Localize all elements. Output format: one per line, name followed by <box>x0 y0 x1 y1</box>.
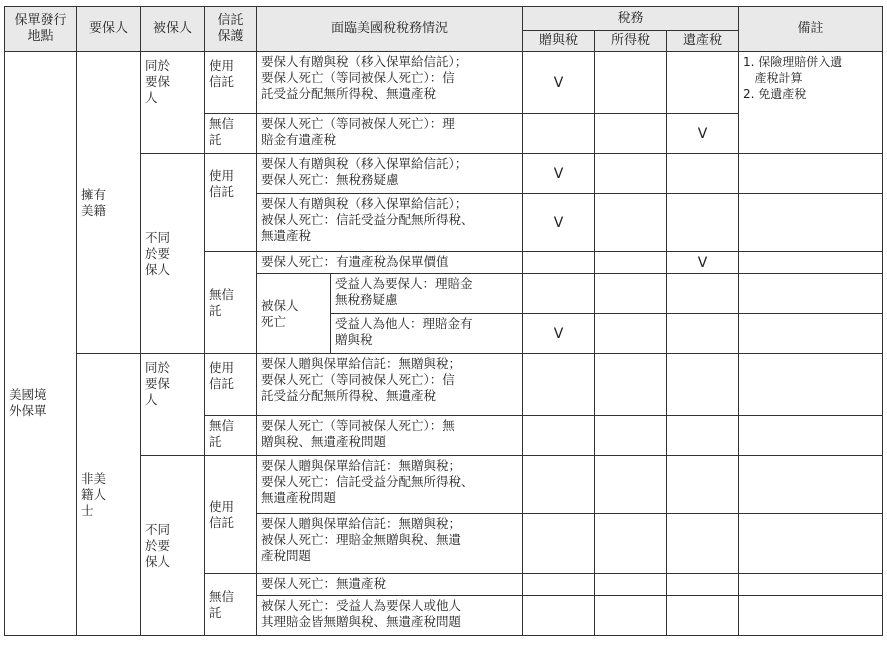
situation-r3: 要保人有贈與稅（移入保單給信託）； 要保人死亡：無稅務疑慮 <box>257 154 523 194</box>
tax-table <box>4 6 883 636</box>
gift-cell-r6a <box>523 274 595 314</box>
gift-mark-r3: V <box>523 154 595 194</box>
estate-cell-r9 <box>667 456 739 514</box>
header-policyholder: 要保人 <box>77 7 141 52</box>
trust-none-1: 無信 託 <box>205 114 257 154</box>
header-trust: 信託 保護 <box>205 7 257 52</box>
remarks-cell-r6a <box>739 274 883 314</box>
estate-cell-r6b <box>667 314 739 354</box>
situation-r11: 要保人死亡：無遺產稅 <box>257 574 523 596</box>
estate-cell-r8 <box>667 416 739 456</box>
gift-cell-r12 <box>523 596 595 636</box>
estate-cell-r11 <box>667 574 739 596</box>
remarks-cell-r7 <box>739 354 883 416</box>
gift-cell-r7 <box>523 354 595 416</box>
location-label: 美國境 外保單 <box>5 52 77 636</box>
income-cell-r9 <box>595 456 667 514</box>
trust-use-3: 使用 信託 <box>205 354 257 416</box>
estate-cell-r3 <box>667 154 739 194</box>
header-gift-tax: 贈與稅 <box>523 31 595 52</box>
remarks-cell-r6b <box>739 314 883 354</box>
gift-mark-r1: V <box>523 52 595 114</box>
estate-cell-r12 <box>667 596 739 636</box>
situation-r6b: 受益人為他人：理賠金有 贈與稅 <box>331 314 523 354</box>
situation-r5: 要保人死亡：有遺產稅為保單價值 <box>257 252 523 274</box>
estate-mark-r5: V <box>667 252 739 274</box>
remarks-cell-r5 <box>739 252 883 274</box>
income-cell-r5 <box>595 252 667 274</box>
trust-none-3: 無信 託 <box>205 416 257 456</box>
income-cell-r10 <box>595 514 667 574</box>
situation-r12: 被保人死亡：受益人為要保人或他人 其理賠金皆無贈與稅、無遺產稅問題 <box>257 596 523 636</box>
situation-r6a: 受益人為要保人：理賠金 無稅務疑慮 <box>331 274 523 314</box>
header-insured: 被保人 <box>141 7 205 52</box>
situation-r4: 要保人有贈與稅（移入保單給信託）； 被保人死亡：信託受益分配無所得稅、 無遺產稅 <box>257 194 523 252</box>
remarks-cell-r9 <box>739 456 883 514</box>
gift-mark-r4: V <box>523 194 595 252</box>
policyholder-non-us: 非美 籍人 士 <box>77 354 141 636</box>
header-situation: 面臨美國稅稅務情況 <box>257 7 523 52</box>
income-cell-r7 <box>595 354 667 416</box>
estate-cell-r4 <box>667 194 739 252</box>
situation-r2: 要保人死亡（等同被保人死亡）：理 賠金有遺產稅 <box>257 114 523 154</box>
remarks-cell-r11 <box>739 574 883 596</box>
insured-diff-1: 不同 於要 保人 <box>141 154 205 354</box>
trust-none-2: 無信 託 <box>205 252 257 354</box>
insured-death-label: 被保人 死亡 <box>257 274 331 354</box>
gift-cell-r5 <box>523 252 595 274</box>
situation-r1: 要保人有贈與稅（移入保單給信託）； 要保人死亡（等同被保人死亡）：信 託受益分配無所得稅、無遺產稅 <box>257 52 523 114</box>
header-tax-group: 稅務 <box>523 7 739 31</box>
income-cell-r6b <box>595 314 667 354</box>
remarks-cell-r8 <box>739 416 883 456</box>
trust-use-4: 使用 信託 <box>205 456 257 574</box>
policyholder-us: 擁有 美籍 <box>77 52 141 354</box>
estate-mark-r2: V <box>667 114 739 154</box>
situation-r8: 要保人死亡（等同被保人死亡）：無 贈與稅、無遺產稅問題 <box>257 416 523 456</box>
situation-r7: 要保人贈與保單給信託：無贈與稅； 要保人死亡（等同被保人死亡）：信 託受益分配無所得稅、無遺產稅 <box>257 354 523 416</box>
gift-cell-r10 <box>523 514 595 574</box>
header-location: 保單發行 地點 <box>5 7 77 52</box>
income-cell-r3 <box>595 154 667 194</box>
gift-cell-r11 <box>523 574 595 596</box>
gift-cell-r9 <box>523 456 595 514</box>
income-cell-r12 <box>595 596 667 636</box>
header-remarks: 備註 <box>739 7 883 52</box>
income-cell-r8 <box>595 416 667 456</box>
income-cell-r11 <box>595 574 667 596</box>
estate-cell-r10 <box>667 514 739 574</box>
situation-r10: 要保人贈與保單給信託：無贈與稅； 被保人死亡：理賠金無贈與稅、無遺 產稅問題 <box>257 514 523 574</box>
remarks-cell-r4 <box>739 194 883 252</box>
gift-cell-r8 <box>523 416 595 456</box>
remarks-cell-r10 <box>739 514 883 574</box>
income-cell-r1 <box>595 52 667 114</box>
trust-none-4: 無信 託 <box>205 574 257 636</box>
trust-use-1: 使用 信託 <box>205 52 257 114</box>
situation-r9: 要保人贈與保單給信託：無贈與稅； 要保人死亡：信託受益分配無所得稅、 無遺產稅問題 <box>257 456 523 514</box>
trust-use-2: 使用 信託 <box>205 154 257 252</box>
gift-cell-r2 <box>523 114 595 154</box>
remarks-cell-r12 <box>739 596 883 636</box>
estate-cell-r7 <box>667 354 739 416</box>
remarks-cell-r3 <box>739 154 883 194</box>
income-cell-r4 <box>595 194 667 252</box>
estate-cell-r1 <box>667 52 739 114</box>
header-income-tax: 所得稅 <box>595 31 667 52</box>
income-cell-r6a <box>595 274 667 314</box>
income-cell-r2 <box>595 114 667 154</box>
remarks-note: 1. 保險理賠併入遺 產稅計算 2. 免遺產稅 <box>739 52 883 154</box>
insured-same-2: 同於 要保 人 <box>141 354 205 456</box>
header-estate-tax: 遺產稅 <box>667 31 739 52</box>
insured-diff-2: 不同 於要 保人 <box>141 456 205 636</box>
insured-same-1: 同於 要保 人 <box>141 52 205 154</box>
gift-mark-r6b: V <box>523 314 595 354</box>
estate-cell-r6a <box>667 274 739 314</box>
